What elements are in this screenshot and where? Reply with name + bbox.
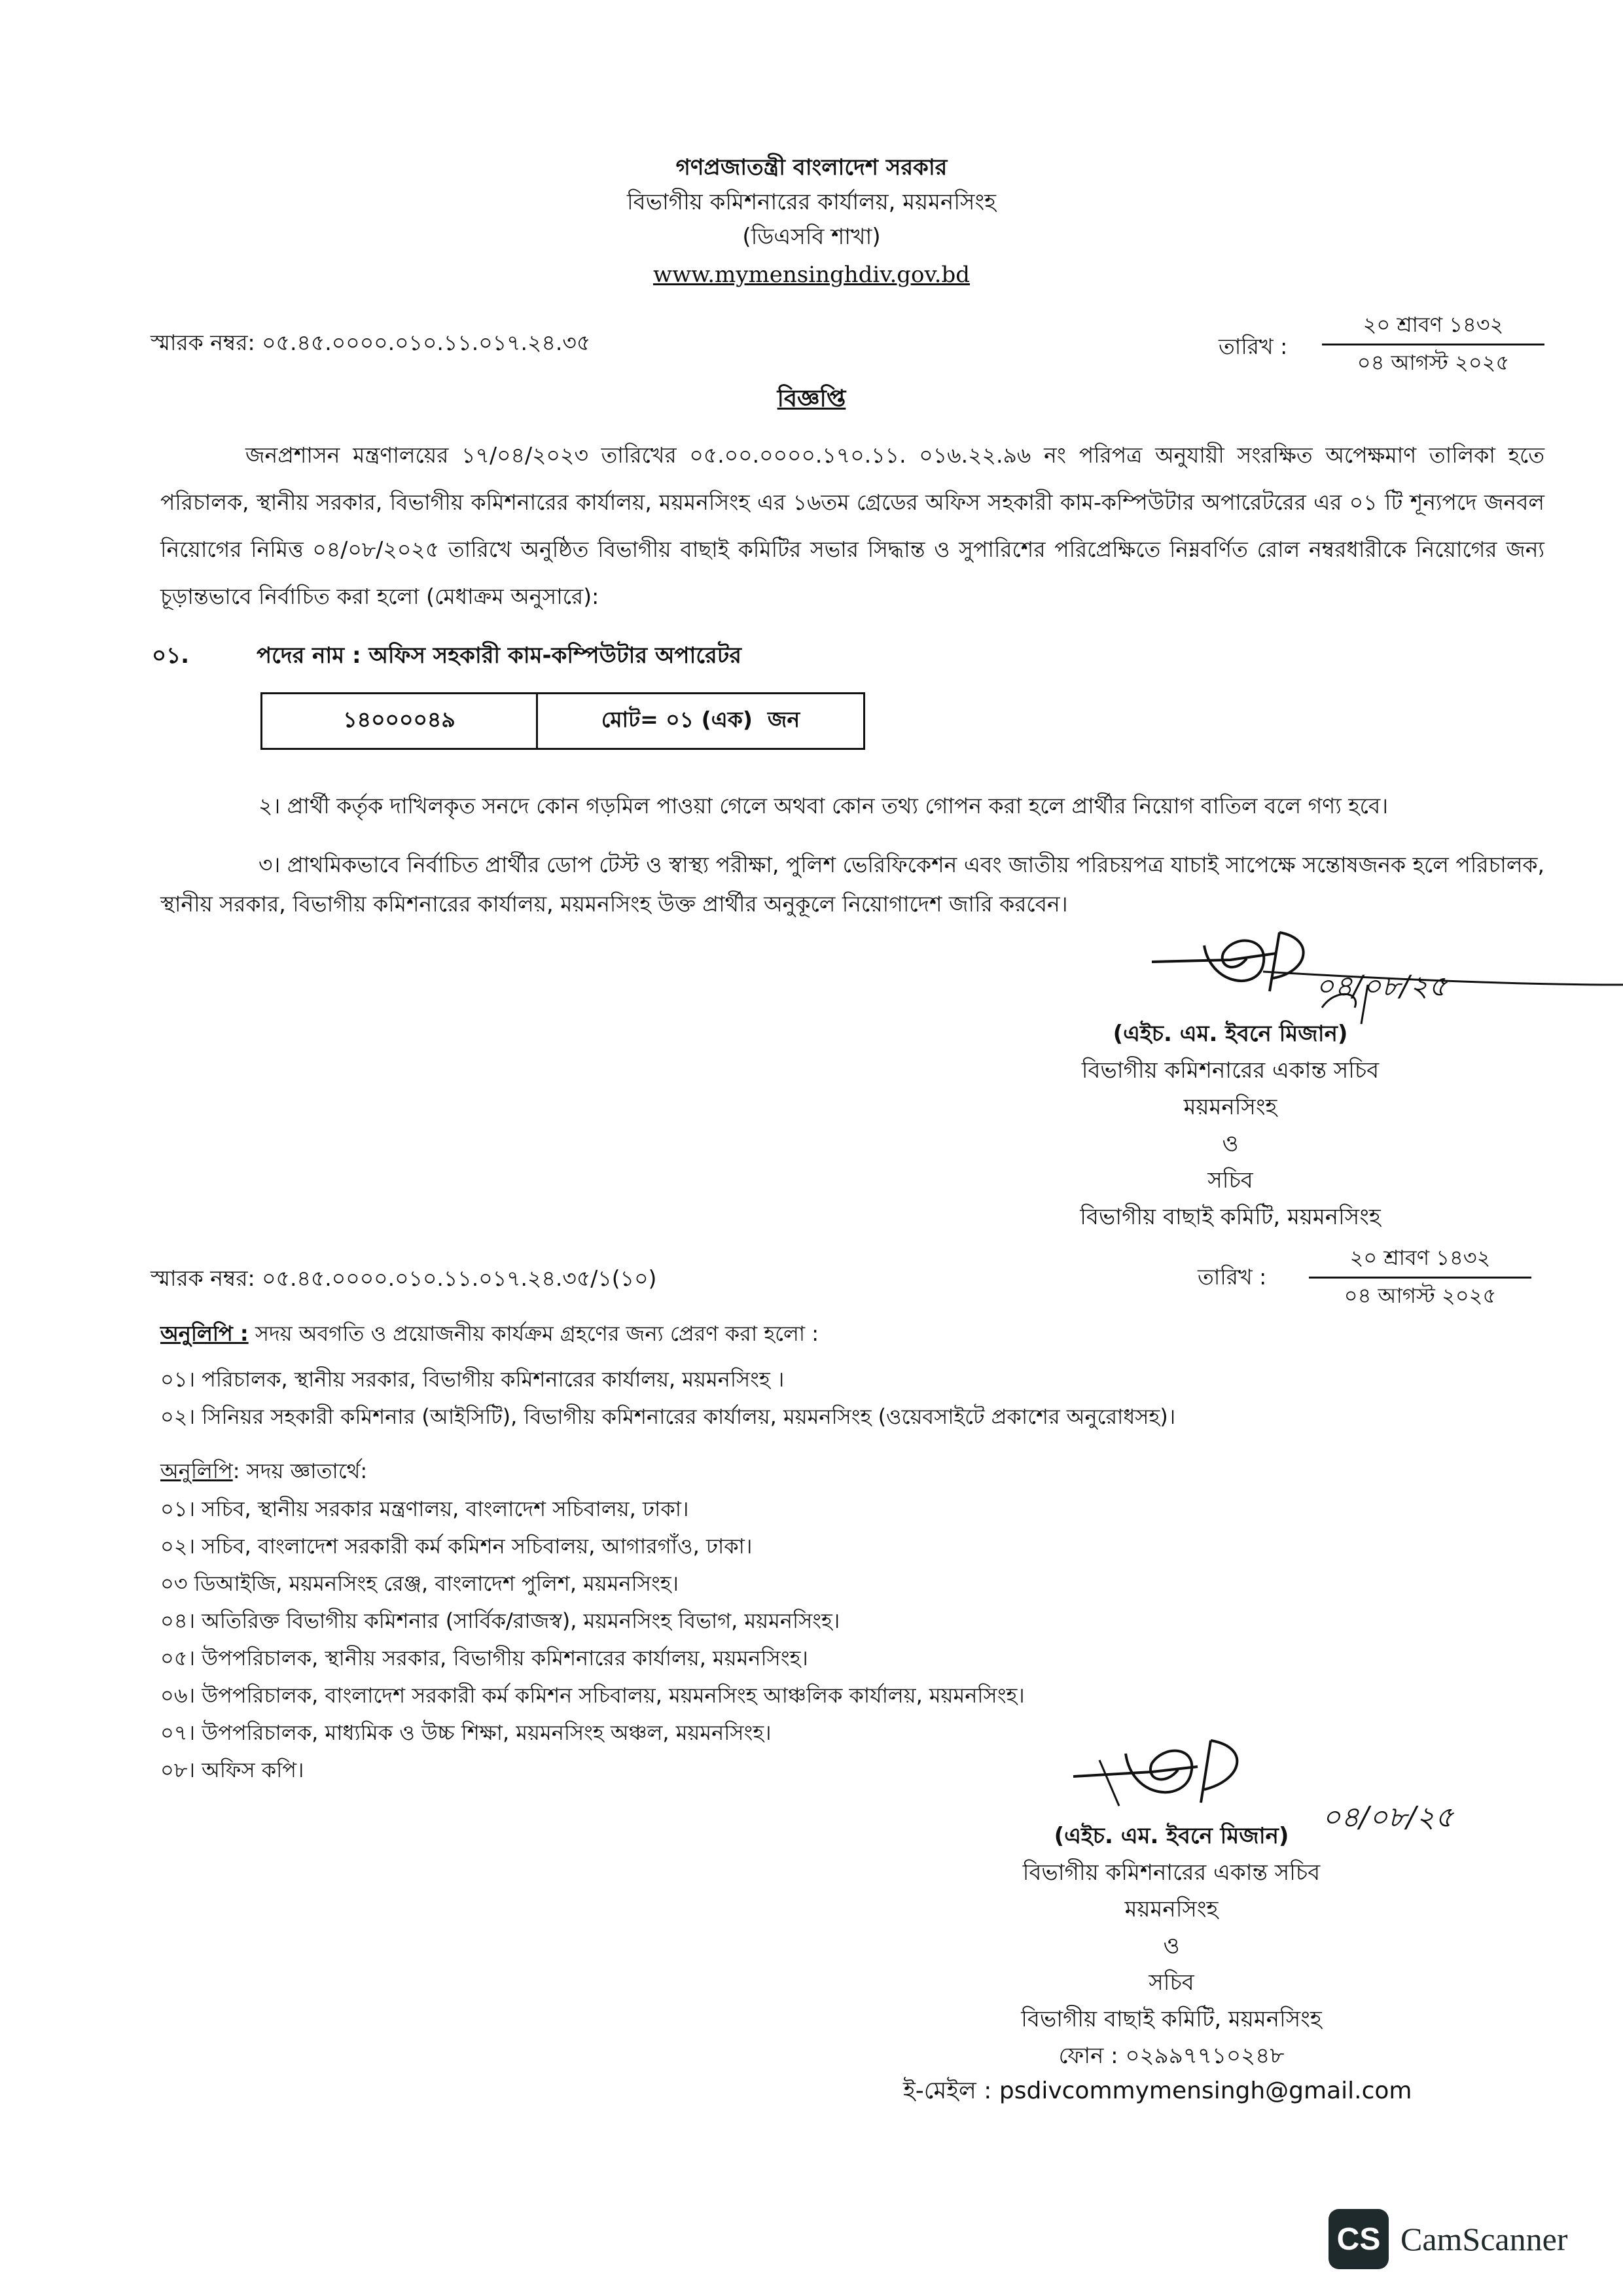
list-item: ০১। পরিচালক, স্থানীয় সরকার, বিভাগীয় কমিশনারের কার্যালয়, ময়মনসিংহ । — [160, 1367, 785, 1392]
signatory-secretary-1: সচিব — [1207, 1167, 1253, 1193]
memo-ref-number: স্মারক নম্বর: ০৫.৪৫.০০০০.০১০.১১.০১৭.২৪.৩৫ — [151, 330, 591, 355]
copy-info-list — [160, 1491, 1025, 1789]
handwritten-date-1: ০৪/০৮/২৫ — [1315, 970, 1448, 1003]
handwritten-signature-2 — [1060, 1727, 1296, 1812]
signatory-location-2: ময়মনসিংহ — [1124, 1896, 1219, 1922]
copy-action-label: অনুলিপি : — [160, 1321, 249, 1346]
handwritten-date-2: ০৪/০৮/২৫ — [1322, 1801, 1454, 1834]
signatory-name-2: (এইচ. এম. ইবনে মিজান) — [1054, 1823, 1289, 1849]
condition-paragraph-3: ৩। প্রাথমিকভাবে নির্বাচিত প্রার্থীর ডোপ টেস্ট ও স্বাস্থ্য পরীক্ষা, পুলিশ ভেরিফিকেশন এবং জাতীয় পরিচয়পত্র যাচাই সাপেক্ষে সন্তোষজনক হলে পরিচালক, স্থানীয় সরকার, বিভাগীয় কমিশনারের কার্যালয়, ময়মনসিংহ উক্ত প্রার্থীর অনুকূলে নিয়োগাদেশ জারি করবেন। — [160, 852, 1544, 917]
post-name: পদের নাম : অফিস সহকারী কাম-কম্পিউটার অপারেটর — [257, 643, 741, 669]
camscanner-name: CamScanner — [1400, 2221, 1568, 2257]
memo-ref-number-2: স্মারক নম্বর: ০৫.৪৫.০০০০.০১০.১১.০১৭.২৪.৩৫/১(১০) — [151, 1265, 657, 1291]
date-english: ০৪ আগস্ট ২০২৫ — [1357, 350, 1510, 375]
contact-phone: ফোন : ০২৯৯৭৭১০২৪৮ — [1058, 2043, 1285, 2069]
list-item: ০২। সচিব, বাংলাদেশ সরকারী কর্ম কমিশন সচিবালয়, আগারগাঁও, ঢাকা। — [160, 1534, 753, 1559]
website-link[interactable]: www.mymensinghdiv.gov.bd — [652, 262, 971, 288]
copy-action-intro: সদয় অবগতি ও প্রয়োজনীয় কার্যক্রম গ্রহণের জন্য প্রেরণ করা হলো : — [248, 1321, 819, 1346]
signatory-location-1: ময়মনসিংহ — [1183, 1094, 1277, 1120]
notice-paragraph: জনপ্রশাসন মন্ত্রণালয়ের ১৭/০৪/২০২৩ তারিখের ০৫.০০.০০০০.১৭০.১১. ০১৬.২২.৯৬ নং পরিপত্র অনুযায়ী সংরক্ষিত অপেক্ষমাণ তালিকা হতে পরিচালক, স্থানীয় সরকার, বিভাগীয় কমিশনারের কার্যালয়, ময়মনসিংহ এর ১৬তম গ্রেডের অফিস সহকারী কাম-কম্পিউটার অপারেটরের এর ০১ টি শূন্যপদে জনবল নিয়োগের নিমিত্ত ০৪/০৮/২০২৫ তারিখে অনুষ্ঠিত বিভাগীয় বাছাই কমিটির সভার সিদ্ধান্ত ও সুপারিশের পরিপ্রেক্ষিতে নিম্নবর্ণিত রোল নম্বরধারীকে নিয়োগের জন্য চূড়ান্তভাবে নির্বাচিত করা হলো (মেধাক্রম অনুসারে): — [160, 442, 1545, 609]
copy-info-heading — [160, 1453, 367, 1490]
list-item: ০৫। উপপরিচালক, স্থানীয় সরকার, বিভাগীয় কমিশনারের কার্যালয়, ময়মনসিংহ। — [160, 1646, 808, 1670]
branch-name: (ডিএসবি শাখা) — [742, 224, 881, 250]
date-bangla-2: ২০ শ্রাবণ ১৪৩২ — [1349, 1245, 1491, 1270]
list-item: ০৩ ডিআইজি, ময়মনসিংহ রেঞ্জ, বাংলাদেশ পুলিশ, ময়মনসিংহ। — [160, 1571, 679, 1596]
date-divider-2 — [1309, 1277, 1531, 1279]
government-title: গণপ্রজাতন্ত্রী বাংলাদেশ সরকার — [675, 154, 948, 181]
date-bangla: ২০ শ্রাবণ ১৪৩২ — [1363, 312, 1504, 337]
result-table — [260, 692, 865, 750]
condition-paragraph-2: ২। প্রার্থী কর্তৃক দাখিলকৃত সনদে কোন গড়মিল পাওয়া গেলে অথবা কোন তথ্য গোপন করা হলে প্রার্থীর নিয়োগ বাতিল বলে গণ্য হবে। — [259, 793, 1389, 819]
list-item: ০১। সচিব, স্থানীয় সরকার মন্ত্রণালয়, বাংলাদেশ সচিবালয়, ঢাকা। — [160, 1496, 689, 1521]
camscanner-logo-icon: CS — [1329, 2209, 1389, 2269]
date-divider — [1322, 344, 1544, 345]
signatory-committee-2: বিভাগীয় বাছাই কমিটি, ময়মনসিংহ — [1021, 2006, 1322, 2032]
date-label-2: তারিখ : — [1198, 1264, 1267, 1290]
signatory-committee-1: বিভাগীয় বাছাই কমিটি, ময়মনসিংহ — [1080, 1204, 1381, 1230]
list-item: ০৭। উপপরিচালক, মাধ্যমিক ও উচ্চ শিক্ষা, ময়মনসিংহ অঞ্চল, ময়মনসিংহ। — [160, 1720, 772, 1745]
camscanner-watermark — [1329, 2209, 1567, 2269]
contact-email[interactable]: ই-মেইল : psdivcommymensingh@gmail.com — [903, 2077, 1412, 2104]
copy-action-heading — [160, 1315, 819, 1352]
item-number: ০১. — [152, 643, 190, 669]
list-item: ০২। সিনিয়র সহকারী কমিশনার (আইসিটি), বিভাগীয় কমিশনারের কার্যালয়, ময়মনসিংহ (ওয়েবসাইটে প্রকাশের অনুরোধসহ)। — [160, 1404, 1176, 1429]
signatory-secretary-2: সচিব — [1149, 1969, 1194, 1996]
signatory-name-1: (এইচ. এম. ইবনে মিজান) — [1113, 1021, 1348, 1047]
date-label: তারিখ : — [1219, 334, 1288, 359]
copy-info-label: অনুলিপি — [160, 1458, 233, 1483]
signatory-title-1: বিভাগীয় কমিশনারের একান্ত সচিব — [1081, 1057, 1380, 1084]
list-item: ০৮। অফিস কপি। — [160, 1757, 304, 1782]
notice-title: বিজ্ঞপ্তি — [777, 385, 846, 412]
signatory-conjunction-1: ও — [1222, 1131, 1239, 1157]
date-english-2: ০৪ আগস্ট ২০২৫ — [1344, 1283, 1497, 1308]
copy-action-list — [160, 1361, 1175, 1436]
list-item: ০৬। উপপরিচালক, বাংলাদেশ সরকারী কর্ম কমিশন সচিবালয়, ময়মনসিংহ আঞ্চলিক কার্যালয়, ময়মনসিংহ। — [160, 1683, 1025, 1708]
office-name: বিভাগীয় কমিশনারের কার্যালয়, ময়মনসিংহ — [626, 189, 997, 215]
copy-info-intro: : সদয় জ্ঞাতার্থে: — [232, 1458, 368, 1483]
roll-number-cell: ১৪০০০০৪৯ — [262, 694, 538, 748]
signatory-title-2: বিভাগীয় কমিশনারের একান্ত সচিব — [1022, 1860, 1321, 1886]
total-count-cell: মোট= ০১ (এক) জন — [601, 707, 800, 732]
list-item: ০৪। অতিরিক্ত বিভাগীয় কমিশনার (সার্বিক/রাজস্ব), ময়মনসিংহ বিভাগ, ময়মনসিংহ। — [160, 1608, 840, 1633]
signatory-conjunction-2: ও — [1163, 1933, 1180, 1959]
